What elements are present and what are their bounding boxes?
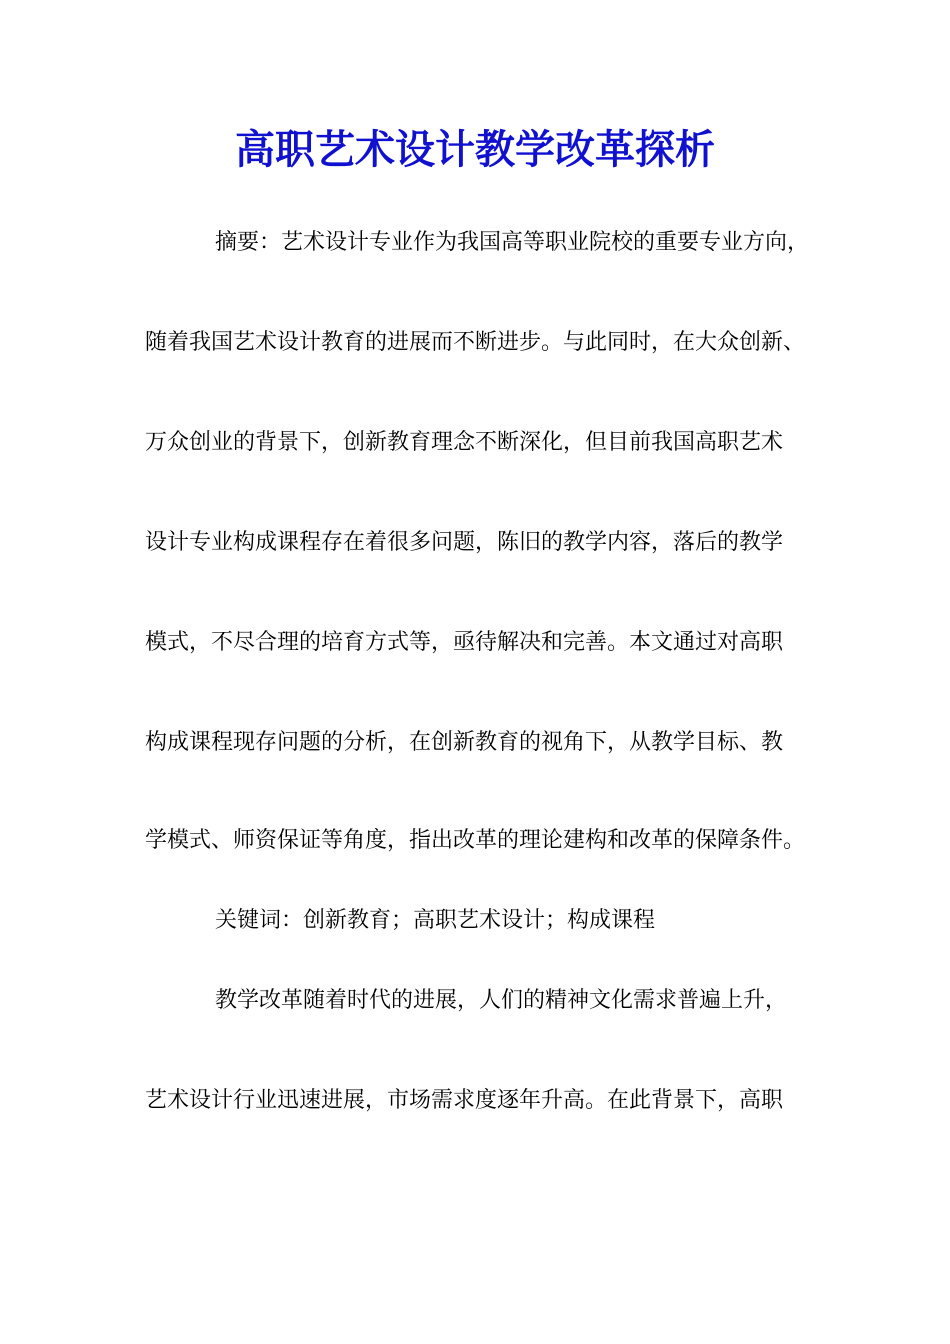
- abstract-line: 万众创业的背景下，创新教育理念不断深化，但目前我国高职艺术: [145, 430, 784, 455]
- document-title: 高职艺术设计教学改革探析: [235, 126, 715, 173]
- body-paragraph-line: 艺术设计行业迅速进展，市场需求度逐年升高。在此背景下，高职: [145, 1088, 784, 1113]
- abstract-line: 学模式、师资保证等角度，指出改革的理论建构和改革的保障条件。: [145, 828, 806, 853]
- abstract-line: 摘要：艺术设计专业作为我国高等职业院校的重要专业方向，: [215, 230, 810, 255]
- abstract-line: 构成课程现存问题的分析，在创新教育的视角下，从教学目标、教: [145, 730, 784, 755]
- abstract-line: 设计专业构成课程存在着很多问题，陈旧的教学内容，落后的教学: [145, 530, 784, 555]
- keywords-line: 关键词：创新教育；高职艺术设计；构成课程: [215, 908, 656, 933]
- abstract-line: 随着我国艺术设计教育的进展而不断进步。与此同时，在大众创新、: [145, 330, 806, 355]
- body-paragraph-line: 教学改革随着时代的进展，人们的精神文化需求普遍上升，: [215, 988, 788, 1013]
- abstract-line: 模式，不尽合理的培育方式等，亟待解决和完善。本文通过对高职: [145, 630, 784, 655]
